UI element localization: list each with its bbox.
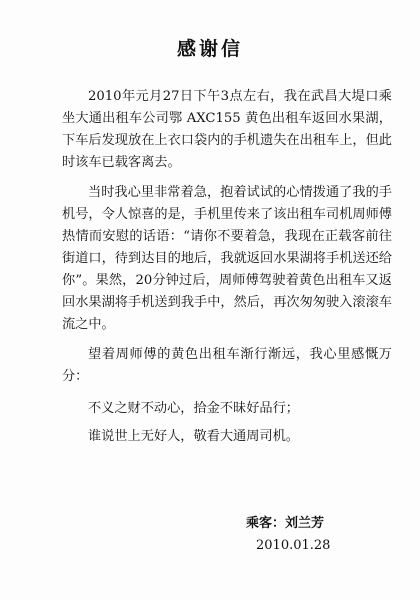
signature: 乘客：刘兰芳 bbox=[246, 516, 325, 531]
page-title: 感谢信 bbox=[176, 38, 243, 60]
paragraph-3: 望着周师傅的黄色出租车渐行渐远，我心里感慨万分： bbox=[62, 347, 392, 384]
letter-body bbox=[62, 86, 392, 454]
paragraph-2: 当时我心里非常着急，抱着试试的心情拨通了我的手机号，令人惊喜的是，手机里传来了该出租车司机周师傅热情而安慰的话语：“请你不要着急，我现在正载客前往街道口，待到达目的地后，我就返回水果湖将手机送还给你”。果然，20分钟过后，周师傅驾驶着黄色出租车又返回水果湖将手机送到我手中，然后，再次匆匆驶入滚滚车流之中。 bbox=[62, 185, 392, 332]
poem-line-2: 谁说世上无好人，敬看大通周司机。 bbox=[88, 429, 299, 444]
poem bbox=[88, 398, 392, 448]
letter-date: 2010.01.28 bbox=[256, 538, 331, 553]
poem-line-1: 不义之财不动心，拾金不昧好品行； bbox=[88, 401, 299, 416]
paragraph-1: 2010年元月27日下午3点左右，我在武昌大堤口乘坐大通出租车公司鄂 AXC155 黄色出租车返回水果湖，下车后发现放在上衣口袋内的手机遗失在出租车上，但此时该车已载客离去。 bbox=[62, 89, 392, 170]
